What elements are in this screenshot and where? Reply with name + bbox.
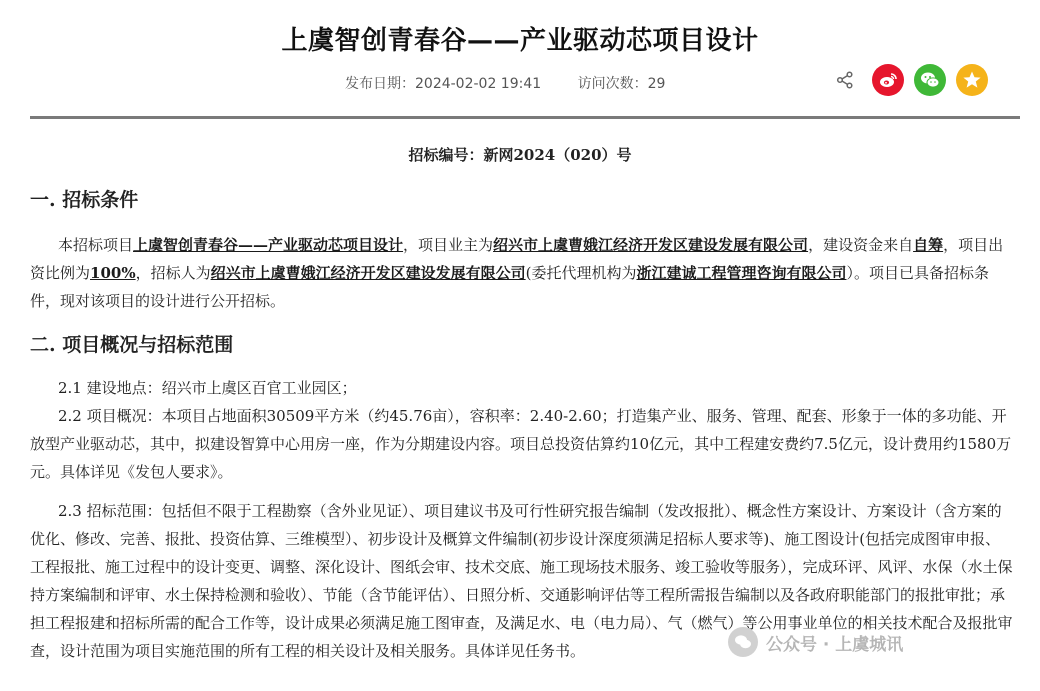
- project-name-link: 上虞智创青春谷——产业驱动芯项目设计: [133, 236, 404, 254]
- weibo-icon[interactable]: [872, 64, 904, 96]
- agent-name: 浙江建诚工程管理咨询有限公司: [636, 264, 847, 282]
- publish-date: 2024-02-02 19:41: [415, 76, 542, 92]
- bid-number: 招标编号：新网2024（020）号: [408, 146, 632, 164]
- views-label: 访问次数：: [577, 76, 648, 92]
- owner-name: 绍兴市上虞曹娥江经济开发区建设发展有限公司: [493, 236, 809, 254]
- favorite-icon[interactable]: [956, 64, 988, 96]
- tenderer-name: 绍兴市上虞曹娥江经济开发区建设发展有限公司: [210, 264, 526, 282]
- section-2-heading: 二. 项目概况与招标范围: [30, 334, 234, 356]
- section-1-heading: 一. 招标条件: [30, 189, 139, 211]
- watermark-logo-icon: [728, 627, 758, 657]
- article-meta: [345, 73, 665, 93]
- share-bar: [834, 64, 988, 96]
- paragraph-2-2: 2.2 项目概况：本项目占地面积30509平方米（约45.76亩），容积率：2.40-2.60；打造集产业、服务、管理、配套、形象于一体的多功能、开放型产业驱动芯，其中，拟建设智算中心用房一座，作为分期建设内容。项目总投资估算约10亿元，其中工程建安费约7.5亿元，设计费用约1580万元。具体详见《发包人要求》。: [30, 407, 1012, 481]
- views-count: 29: [647, 76, 666, 92]
- watermark-text: 公众号 · 上虞城讯: [766, 634, 904, 655]
- section-1-paragraph: 本招标项目上虞智创青春谷——产业驱动芯项目设计，项目业主为绍兴市上虞曹娥江经济开发区建设发展有限公司，建设资金来自自筹，项目出资比例为100%，招标人为绍兴市上虞曹娥江经济开发区建设发展有限公司(委托代理机构为浙江建诚工程管理咨询有限公司）。项目已具备招标条件，现对该项目的设计进行公开招标。: [30, 236, 1004, 310]
- fund-source: 自筹: [913, 236, 944, 254]
- paragraph-2-1: 2.1 建设地点：绍兴市上虞区百官工业园区；: [58, 379, 357, 397]
- wechat-icon[interactable]: [914, 64, 946, 96]
- divider: [30, 116, 1020, 119]
- watermark: [728, 627, 903, 657]
- share-icon[interactable]: [834, 64, 856, 96]
- funding-ratio: 100%: [90, 264, 136, 282]
- publish-label: 发布日期：: [345, 76, 415, 92]
- article-title: 上虞智创青春谷——产业驱动芯项目设计: [281, 26, 759, 56]
- paragraph-2-3: 2.3 招标范围：包括但不限于工程勘察（含外业见证）、项目建议书及可行性研究报告编制（发改报批）、概念性方案设计、方案设计（含方案的优化、修改、完善、报批、投资估算、三维模型）、初步设计及概算文件编制(初步设计深度须满足招标人要求等)、施工图设计(包括完成图审申报、工程报批、施工过程中的设计变更、调整、深化设计、图纸会审、技术交底、施工现场技术服务、竣工验收等服务），完成环评、风评、水保（水土保持方案编制和评审、水土保持检测和验收）、节能（含节能评估）、日照分析、交通影响评估等工程所需报告编制以及各政府职能部门的报批审批；承担工程报建和招标所需的配合工作等，设计成果必须满足施工图审查，及满足水、电（电力局）、气（燃气）等公用事业单位的相关技术配合及报批审查，设计范围为项目实施范围的所有工程的相关设计及相关服务。具体详见任务书。: [30, 502, 1013, 660]
